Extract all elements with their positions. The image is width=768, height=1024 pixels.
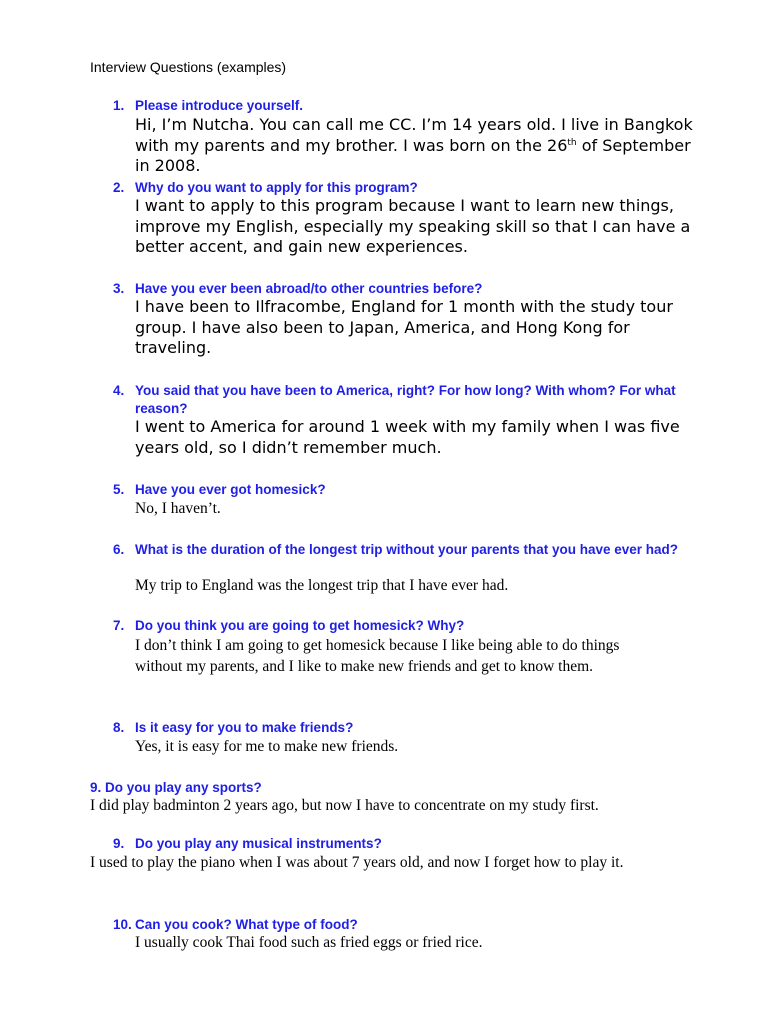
question-number: 9. — [113, 836, 125, 851]
answer-text: Yes, it is easy for me to make new friends. — [135, 738, 399, 755]
answer-text: I usually cook Thai food such as fried eggs or fried rice. — [135, 934, 483, 951]
question-number: 8. — [113, 720, 125, 735]
question-number: 2. — [113, 180, 125, 195]
question-number: 10. — [113, 917, 132, 932]
question-text: Have you ever got homesick? — [135, 482, 326, 497]
question-number: 6. — [113, 542, 125, 557]
question-text: Please introduce yourself. — [135, 98, 304, 113]
question-text: 9. Do you play any sports? — [90, 780, 262, 795]
question-text: Why do you want to apply for this program? — [135, 180, 418, 195]
answer-text: I did play badminton 2 years ago, but now I have to concentrate on my study first. — [90, 797, 599, 814]
question-text: You said that you have been to America, right? For how long? With whom? For what reason? — [135, 383, 676, 416]
answer-text: I used to play the piano when I was about 7 years old, and now I forget how to play it. — [90, 854, 624, 871]
document-title: Interview Questions (examples) — [90, 59, 287, 75]
question-text: What is the duration of the longest trip without your parents that you have ever had? — [135, 542, 679, 557]
answer-text: I don’t think I am going to get homesick because I like being able to do things without my parents, and I like to make new friends and get to know them. — [135, 637, 620, 675]
question-text: Do you think you are going to get homesick? Why? — [135, 618, 465, 633]
answer-text: I went to America for around 1 week with my family when I was five years old, so I didn’t remember much. — [135, 417, 680, 457]
question-text: Is it easy for you to make friends? — [135, 720, 354, 735]
ordinal-suffix: th — [567, 137, 577, 148]
answer-text: No, I haven’t. — [135, 500, 221, 517]
question-number: 1. — [113, 98, 125, 113]
question-number: 3. — [113, 281, 125, 296]
answer-text: I have been to Ilfracombe, England for 1 month with the study tour group. I have also been to Japan, America, and Hong Kong for traveling. — [135, 297, 673, 358]
answer-text — [135, 115, 695, 177]
answer-text-part: Hi, I’m Nutcha. You can call me CC. I’m 14 years old. I live in Bangkok with my parents and my brother. I was born on the 26 — [135, 115, 693, 155]
answer-text: I want to apply to this program because I want to learn new things, improve my English, especially my speaking skill so that I can have a better accent, and gain new experiences. — [135, 196, 691, 257]
question-text: Do you play any musical instruments? — [135, 836, 382, 851]
answer-text: My trip to England was the longest trip that I have ever had. — [135, 577, 509, 594]
question-number: 7. — [113, 618, 125, 633]
answer-text-part: of September in 2008. — [135, 135, 691, 176]
question-text: Can you cook? What type of food? — [135, 917, 358, 932]
question-number: 4. — [113, 383, 125, 398]
question-number: 5. — [113, 482, 125, 497]
question-text: Have you ever been abroad/to other countries before? — [135, 281, 483, 296]
